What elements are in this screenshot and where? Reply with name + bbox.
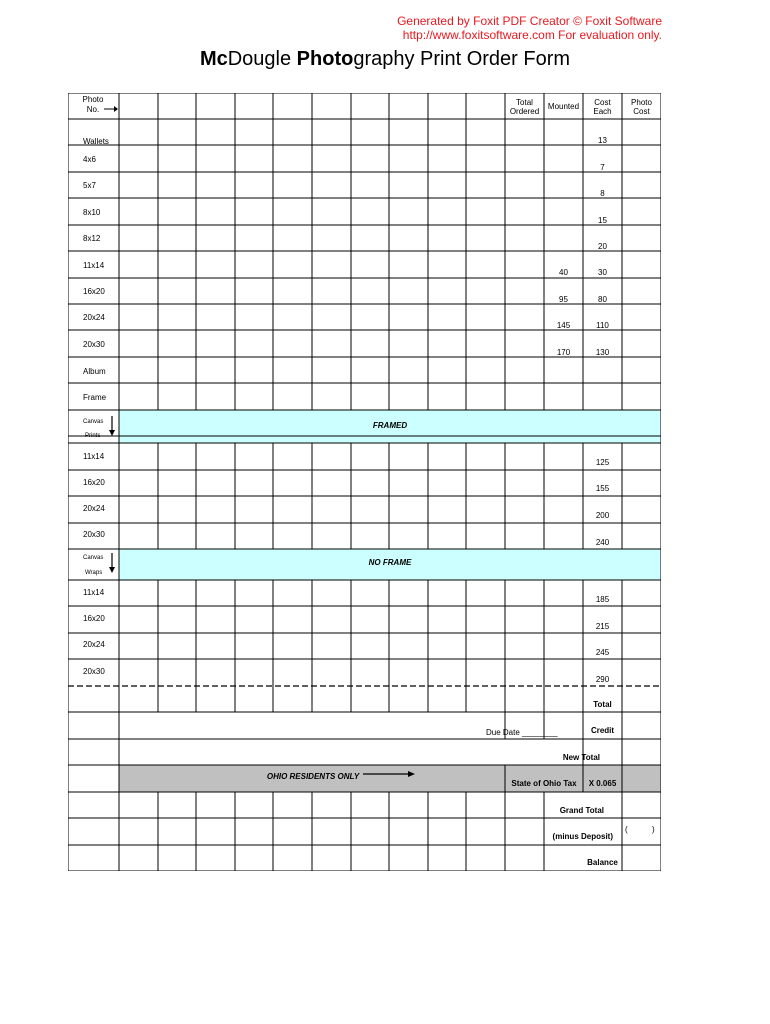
- due-date-field[interactable]: Due Date ________: [486, 728, 558, 737]
- cost-8x12: 20: [598, 242, 607, 251]
- canvas-print-label-20x24: 20x24: [83, 504, 105, 513]
- ohio-residents-label: OHIO RESIDENTS ONLY: [266, 772, 360, 781]
- tax-rate: X 0.065: [588, 779, 617, 788]
- row-label-5x7: 5x7: [83, 181, 96, 190]
- canvas-wrap-cost-20x24: 245: [595, 648, 610, 657]
- mounted-16x20: 95: [559, 295, 568, 304]
- canvas-wrap-label-16x20: 16x20: [83, 614, 105, 623]
- cost-4x6: 7: [600, 163, 605, 172]
- no-frame-banner: NO FRAME: [368, 558, 412, 567]
- header-mounted: Mounted: [547, 102, 580, 111]
- title-dougle: Dougle: [227, 48, 297, 70]
- row-label-11x14: 11x14: [83, 261, 105, 270]
- mounted-11x14: 40: [559, 268, 568, 277]
- row-label-16x20: 16x20: [83, 287, 105, 296]
- new-total-label: New Total: [562, 753, 600, 762]
- canvas-wrap-cost-16x20: 215: [595, 622, 610, 631]
- watermark-line-1: Generated by Foxit PDF Creator © Foxit Software: [397, 14, 662, 28]
- paren-close: ): [652, 825, 655, 834]
- header-total: Total: [516, 98, 533, 107]
- mounted-20x30: 170: [556, 348, 571, 357]
- total-label: Total: [593, 700, 612, 709]
- row-label-20x30: 20x30: [83, 340, 105, 349]
- canvas-wrap-cost-11x14: 185: [595, 595, 610, 604]
- right-arrow-icon: [362, 770, 416, 778]
- down-arrow-icon: [108, 415, 116, 437]
- cost-11x14: 30: [598, 268, 607, 277]
- title-graphy: graphy Print Order Form: [353, 48, 571, 70]
- watermark-line-2: http://www.foxitsoftware.com For evaluation only.: [402, 28, 662, 42]
- row-label-8x10: 8x10: [83, 208, 101, 217]
- balance-label: Balance: [587, 858, 618, 867]
- canvas-print-cost-20x24: 200: [595, 511, 610, 520]
- canvas-print-cost-11x14: 125: [595, 458, 610, 467]
- canvas-print-label-20x30: 20x30: [83, 530, 105, 539]
- canvas-wrap-label-20x30: 20x30: [83, 667, 105, 676]
- canvas-wraps-label-1: Canvas: [83, 555, 104, 561]
- cost-20x24: 110: [596, 321, 609, 330]
- canvas-print-cost-20x30: 240: [595, 538, 610, 547]
- cost-16x20: 80: [598, 295, 607, 304]
- canvas-wrap-cost-20x30: 290: [595, 675, 610, 684]
- canvas-prints-label-1: Canvas: [83, 419, 104, 425]
- row-label-4x6: 4x6: [83, 155, 96, 164]
- grand-total-label: Grand Total: [559, 806, 604, 815]
- header-photo-cost-1: Photo: [631, 98, 652, 107]
- page-title: [0, 48, 770, 71]
- cost-5x7: 8: [600, 189, 605, 198]
- credit-label: Credit: [590, 726, 615, 735]
- canvas-print-label-16x20: 16x20: [83, 478, 105, 487]
- canvas-print-label-11x14: 11x14: [83, 452, 105, 461]
- paren-open: (: [625, 825, 628, 834]
- order-form: [68, 93, 661, 871]
- row-label-20x24: 20x24: [83, 313, 105, 322]
- framed-banner: FRAMED: [372, 421, 408, 430]
- cost-8x10: 15: [598, 216, 607, 225]
- mounted-20x24: 145: [556, 321, 571, 330]
- header-no: No.: [86, 105, 100, 114]
- canvas-print-cost-16x20: 155: [595, 484, 610, 493]
- cost-20x30: 130: [595, 348, 610, 357]
- title-photo: Photo: [296, 48, 354, 70]
- cost-wallets: 13: [598, 136, 607, 145]
- row-label-wallets: Wallets: [83, 137, 109, 146]
- row-label-album: Album: [83, 367, 106, 376]
- row-label-8x12: 8x12: [83, 234, 101, 243]
- canvas-wraps-label-2: Wraps: [85, 570, 103, 576]
- header-cost: Cost: [594, 98, 611, 107]
- header-each: Each: [593, 107, 612, 116]
- minus-deposit-label: (minus Deposit): [552, 832, 613, 841]
- header-ordered: Ordered: [509, 107, 540, 116]
- state-tax-label: State of Ohio Tax: [511, 779, 577, 788]
- header-photo: Photo: [82, 95, 104, 104]
- right-arrow-icon: [103, 105, 119, 113]
- header-photo-cost-2: Cost: [633, 107, 650, 116]
- row-label-frame: Frame: [83, 393, 107, 402]
- canvas-wrap-label-20x24: 20x24: [83, 640, 105, 649]
- title-mc: Mc: [199, 48, 228, 70]
- canvas-prints-label-2: Prints: [85, 433, 101, 439]
- canvas-wrap-label-11x14: 11x14: [83, 588, 105, 597]
- down-arrow-icon: [108, 552, 116, 574]
